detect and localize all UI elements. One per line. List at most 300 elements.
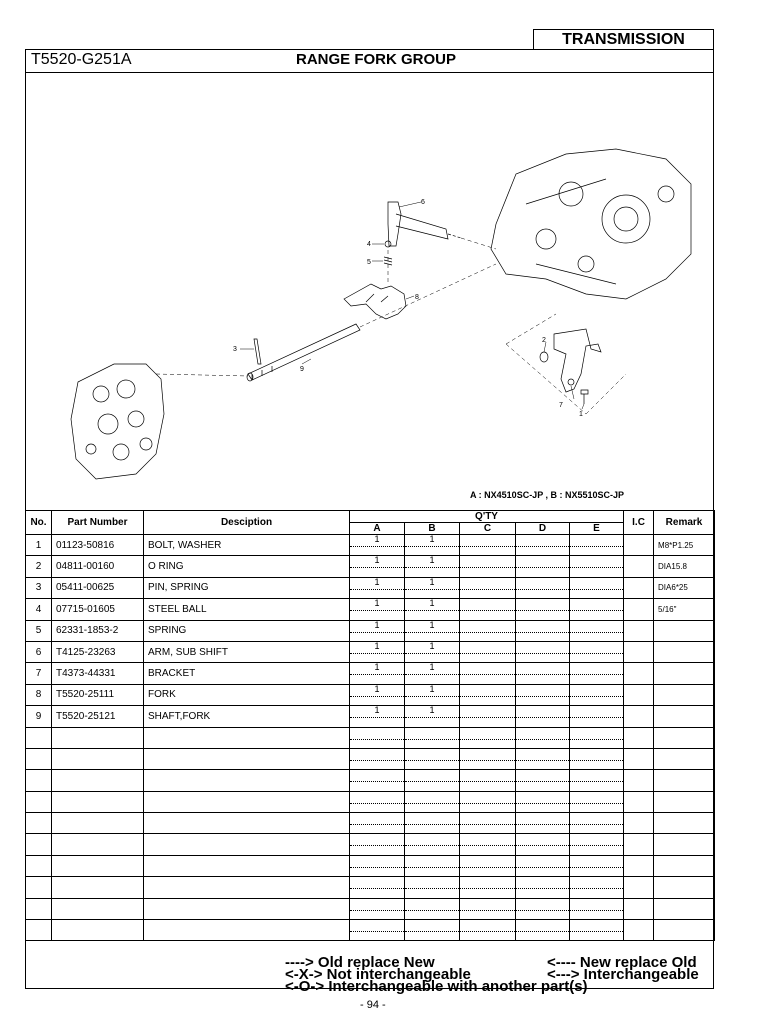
remark: DIA6*25 bbox=[654, 577, 715, 598]
ic-cell bbox=[624, 620, 654, 641]
qty-a bbox=[350, 663, 405, 684]
qty-c bbox=[460, 535, 516, 556]
part-description bbox=[144, 834, 350, 855]
table-row bbox=[26, 770, 715, 791]
qty-e bbox=[570, 535, 624, 556]
qty-d bbox=[516, 535, 570, 556]
qty-value bbox=[570, 599, 623, 611]
qty-value bbox=[350, 728, 404, 740]
part-number: T4373-44331 bbox=[52, 663, 144, 684]
row-number: 9 bbox=[26, 706, 52, 727]
ic-cell bbox=[624, 898, 654, 919]
ic-cell bbox=[624, 877, 654, 898]
qty-value: 1 bbox=[350, 535, 404, 547]
remark bbox=[654, 663, 715, 684]
qty-value bbox=[570, 578, 623, 590]
qty-b bbox=[405, 855, 460, 876]
qty-e bbox=[570, 748, 624, 769]
row-number: 2 bbox=[26, 556, 52, 577]
qty-value bbox=[405, 856, 459, 868]
header-description: Desciption bbox=[144, 511, 350, 535]
header-qty-d: D bbox=[516, 523, 570, 535]
qty-value bbox=[460, 642, 515, 654]
qty-c bbox=[460, 556, 516, 577]
qty-a bbox=[350, 684, 405, 705]
qty-value: 1 bbox=[350, 578, 404, 590]
qty-a bbox=[350, 727, 405, 748]
qty-value bbox=[405, 877, 459, 889]
qty-c bbox=[460, 791, 516, 812]
qty-a bbox=[350, 535, 405, 556]
qty-e bbox=[570, 813, 624, 834]
table-row bbox=[26, 791, 715, 812]
header-qty-b: B bbox=[405, 523, 460, 535]
part-number bbox=[52, 877, 144, 898]
qty-b bbox=[405, 920, 460, 941]
qty-d bbox=[516, 684, 570, 705]
table-row bbox=[26, 813, 715, 834]
qty-c bbox=[460, 813, 516, 834]
qty-b bbox=[405, 535, 460, 556]
qty-d bbox=[516, 748, 570, 769]
legend-interchangeable: <---> Interchangeable bbox=[547, 966, 699, 983]
row-number bbox=[26, 813, 52, 834]
qty-c bbox=[460, 641, 516, 662]
header-no: No. bbox=[26, 511, 52, 535]
qty-value: 1 bbox=[350, 599, 404, 611]
qty-value bbox=[405, 728, 459, 740]
qty-value bbox=[460, 792, 515, 804]
qty-value: 1 bbox=[405, 642, 459, 654]
bracket-drawing bbox=[554, 329, 601, 392]
qty-value: 1 bbox=[405, 621, 459, 633]
qty-a bbox=[350, 748, 405, 769]
qty-value: 1 bbox=[405, 578, 459, 590]
qty-a bbox=[350, 877, 405, 898]
qty-value: 1 bbox=[350, 663, 404, 675]
table-row bbox=[26, 920, 715, 941]
callout-2: 2 bbox=[542, 337, 546, 344]
qty-value bbox=[570, 535, 623, 547]
ic-cell bbox=[624, 556, 654, 577]
part-description: BRACKET bbox=[144, 663, 350, 684]
qty-value bbox=[405, 813, 459, 825]
qty-value: 1 bbox=[405, 535, 459, 547]
qty-b bbox=[405, 684, 460, 705]
qty-e bbox=[570, 641, 624, 662]
table-row bbox=[26, 898, 715, 919]
qty-value bbox=[570, 792, 623, 804]
qty-a bbox=[350, 599, 405, 620]
qty-c bbox=[460, 684, 516, 705]
steel-ball-drawing bbox=[385, 241, 391, 247]
part-description: O RING bbox=[144, 556, 350, 577]
qty-d bbox=[516, 641, 570, 662]
part-number: 05411-00625 bbox=[52, 577, 144, 598]
section-title: TRANSMISSION bbox=[533, 29, 714, 49]
row-number bbox=[26, 770, 52, 791]
row-number bbox=[26, 855, 52, 876]
qty-value bbox=[350, 813, 404, 825]
qty-c bbox=[460, 663, 516, 684]
part-number: T4125-23263 bbox=[52, 641, 144, 662]
part-description bbox=[144, 898, 350, 919]
table-row bbox=[26, 641, 715, 662]
row-number: 1 bbox=[26, 535, 52, 556]
qty-value bbox=[460, 535, 515, 547]
callout-7: 7 bbox=[559, 402, 563, 409]
qty-value bbox=[460, 749, 515, 761]
group-code: T5520-G251A bbox=[31, 51, 132, 68]
qty-value bbox=[516, 834, 569, 846]
qty-value: 1 bbox=[405, 706, 459, 718]
qty-value bbox=[570, 770, 623, 782]
part-description bbox=[144, 748, 350, 769]
qty-value bbox=[570, 856, 623, 868]
ic-cell bbox=[624, 791, 654, 812]
qty-value bbox=[460, 834, 515, 846]
row-number: 4 bbox=[26, 599, 52, 620]
qty-b bbox=[405, 748, 460, 769]
qty-value bbox=[460, 578, 515, 590]
qty-a bbox=[350, 791, 405, 812]
qty-value bbox=[516, 706, 569, 718]
qty-b bbox=[405, 706, 460, 727]
row-number bbox=[26, 920, 52, 941]
qty-a bbox=[350, 620, 405, 641]
part-description: PIN, SPRING bbox=[144, 577, 350, 598]
arm-sub-shift-drawing bbox=[388, 202, 461, 246]
table-row bbox=[26, 556, 715, 577]
qty-d bbox=[516, 556, 570, 577]
parts-table bbox=[25, 510, 715, 941]
qty-value bbox=[516, 599, 569, 611]
qty-b bbox=[405, 577, 460, 598]
qty-value bbox=[570, 706, 623, 718]
qty-value bbox=[516, 556, 569, 568]
header-qty: Q'TY bbox=[350, 511, 624, 523]
header-qty-a: A bbox=[350, 523, 405, 535]
rear-housing-drawing bbox=[491, 149, 691, 299]
qty-a bbox=[350, 577, 405, 598]
qty-b bbox=[405, 727, 460, 748]
qty-b bbox=[405, 898, 460, 919]
legend-not-interchangeable: <-X-> Not interchangeable bbox=[285, 966, 471, 983]
table-row bbox=[26, 620, 715, 641]
remark: M8*P1.25 bbox=[654, 535, 715, 556]
part-description bbox=[144, 877, 350, 898]
remark: DIA15.8 bbox=[654, 556, 715, 577]
row-number bbox=[26, 834, 52, 855]
part-number bbox=[52, 813, 144, 834]
qty-value bbox=[350, 856, 404, 868]
ic-cell bbox=[624, 727, 654, 748]
ic-cell bbox=[624, 684, 654, 705]
qty-value bbox=[516, 749, 569, 761]
qty-value bbox=[570, 556, 623, 568]
part-number bbox=[52, 898, 144, 919]
callout-9: 9 bbox=[300, 366, 304, 373]
qty-b bbox=[405, 791, 460, 812]
qty-value bbox=[350, 834, 404, 846]
qty-d bbox=[516, 663, 570, 684]
qty-value bbox=[516, 792, 569, 804]
callout-3: 3 bbox=[233, 346, 237, 353]
group-title: RANGE FORK GROUP bbox=[296, 51, 457, 68]
qty-e bbox=[570, 727, 624, 748]
callout-5: 5 bbox=[367, 259, 371, 266]
table-row bbox=[26, 877, 715, 898]
qty-c bbox=[460, 599, 516, 620]
qty-d bbox=[516, 599, 570, 620]
qty-value bbox=[460, 877, 515, 889]
qty-value: 1 bbox=[350, 642, 404, 654]
qty-d bbox=[516, 920, 570, 941]
ic-cell bbox=[624, 577, 654, 598]
qty-a bbox=[350, 556, 405, 577]
row-number: 7 bbox=[26, 663, 52, 684]
qty-e bbox=[570, 620, 624, 641]
header-part-number: Part Number bbox=[52, 511, 144, 535]
ic-cell bbox=[624, 920, 654, 941]
table-row bbox=[26, 663, 715, 684]
qty-value bbox=[350, 770, 404, 782]
qty-d bbox=[516, 706, 570, 727]
spring-pin-drawing bbox=[254, 339, 261, 364]
model-legend: A : NX4510SC-JP , B : NX5510SC-JP bbox=[470, 490, 625, 500]
row-number bbox=[26, 877, 52, 898]
qty-value: 1 bbox=[350, 706, 404, 718]
qty-e bbox=[570, 599, 624, 620]
part-description: SPRING bbox=[144, 620, 350, 641]
qty-value bbox=[460, 856, 515, 868]
callout-1: 1 bbox=[579, 411, 583, 418]
qty-b bbox=[405, 556, 460, 577]
part-number bbox=[52, 834, 144, 855]
qty-value bbox=[516, 813, 569, 825]
fork-drawing bbox=[344, 284, 406, 319]
qty-b bbox=[405, 813, 460, 834]
qty-value bbox=[570, 920, 623, 932]
qty-value bbox=[350, 749, 404, 761]
qty-a bbox=[350, 855, 405, 876]
table-row bbox=[26, 748, 715, 769]
qty-value bbox=[350, 877, 404, 889]
qty-d bbox=[516, 834, 570, 855]
ic-cell bbox=[624, 535, 654, 556]
ic-cell bbox=[624, 770, 654, 791]
qty-b bbox=[405, 620, 460, 641]
row-number: 3 bbox=[26, 577, 52, 598]
interchangeability-legend bbox=[285, 954, 730, 995]
table-row bbox=[26, 834, 715, 855]
ic-cell bbox=[624, 855, 654, 876]
qty-value bbox=[460, 663, 515, 675]
part-number bbox=[52, 855, 144, 876]
page-number: - 94 - bbox=[360, 999, 386, 1011]
remark bbox=[654, 877, 715, 898]
remark bbox=[654, 898, 715, 919]
qty-value bbox=[460, 813, 515, 825]
qty-value bbox=[460, 899, 515, 911]
qty-value bbox=[570, 877, 623, 889]
qty-value bbox=[405, 834, 459, 846]
qty-value bbox=[570, 749, 623, 761]
qty-e bbox=[570, 898, 624, 919]
qty-value: 1 bbox=[405, 599, 459, 611]
qty-d bbox=[516, 898, 570, 919]
qty-value bbox=[516, 535, 569, 547]
qty-value: 1 bbox=[350, 685, 404, 697]
qty-value bbox=[570, 642, 623, 654]
qty-c bbox=[460, 706, 516, 727]
ic-cell bbox=[624, 834, 654, 855]
qty-value bbox=[405, 749, 459, 761]
qty-value bbox=[460, 621, 515, 633]
remark bbox=[654, 791, 715, 812]
row-number: 8 bbox=[26, 684, 52, 705]
qty-value bbox=[516, 663, 569, 675]
part-description: STEEL BALL bbox=[144, 599, 350, 620]
qty-value bbox=[405, 899, 459, 911]
qty-e bbox=[570, 684, 624, 705]
qty-a bbox=[350, 898, 405, 919]
callout-8: 8 bbox=[415, 294, 419, 301]
qty-d bbox=[516, 620, 570, 641]
qty-d bbox=[516, 813, 570, 834]
ic-cell bbox=[624, 748, 654, 769]
qty-value bbox=[350, 920, 404, 932]
qty-c bbox=[460, 920, 516, 941]
qty-c bbox=[460, 898, 516, 919]
qty-a bbox=[350, 834, 405, 855]
qty-value bbox=[570, 834, 623, 846]
qty-c bbox=[460, 620, 516, 641]
row-number bbox=[26, 748, 52, 769]
qty-c bbox=[460, 877, 516, 898]
part-number: 04811-00160 bbox=[52, 556, 144, 577]
qty-e bbox=[570, 706, 624, 727]
part-number: T5520-25111 bbox=[52, 684, 144, 705]
qty-value bbox=[516, 920, 569, 932]
ic-cell bbox=[624, 706, 654, 727]
qty-d bbox=[516, 727, 570, 748]
qty-d bbox=[516, 770, 570, 791]
header-remark: Remark bbox=[654, 511, 715, 535]
qty-value: 1 bbox=[405, 685, 459, 697]
qty-value bbox=[405, 920, 459, 932]
qty-e bbox=[570, 791, 624, 812]
qty-value bbox=[460, 728, 515, 740]
qty-e bbox=[570, 770, 624, 791]
part-description bbox=[144, 727, 350, 748]
qty-value bbox=[570, 685, 623, 697]
remark bbox=[654, 727, 715, 748]
qty-b bbox=[405, 877, 460, 898]
qty-a bbox=[350, 770, 405, 791]
table-row bbox=[26, 577, 715, 598]
qty-b bbox=[405, 641, 460, 662]
table-row bbox=[26, 535, 715, 556]
callout-4: 4 bbox=[367, 241, 371, 248]
qty-value bbox=[570, 899, 623, 911]
qty-value bbox=[516, 621, 569, 633]
qty-value bbox=[516, 642, 569, 654]
header-ic: I.C bbox=[624, 511, 654, 535]
remark bbox=[654, 641, 715, 662]
part-number: 62331-1853-2 bbox=[52, 620, 144, 641]
qty-value bbox=[350, 792, 404, 804]
part-number bbox=[52, 748, 144, 769]
qty-value bbox=[570, 728, 623, 740]
qty-c bbox=[460, 770, 516, 791]
qty-value bbox=[460, 685, 515, 697]
qty-c bbox=[460, 577, 516, 598]
ic-cell bbox=[624, 663, 654, 684]
qty-b bbox=[405, 663, 460, 684]
remark bbox=[654, 855, 715, 876]
table-row bbox=[26, 599, 715, 620]
part-number bbox=[52, 791, 144, 812]
qty-value: 1 bbox=[405, 556, 459, 568]
part-number bbox=[52, 727, 144, 748]
front-housing-drawing bbox=[71, 364, 164, 479]
qty-value bbox=[460, 770, 515, 782]
table-row bbox=[26, 727, 715, 748]
qty-e bbox=[570, 877, 624, 898]
remark bbox=[654, 748, 715, 769]
bolt-drawing bbox=[581, 390, 588, 404]
qty-value: 1 bbox=[405, 663, 459, 675]
qty-c bbox=[460, 834, 516, 855]
table-row bbox=[26, 684, 715, 705]
part-number: T5520-25121 bbox=[52, 706, 144, 727]
qty-value bbox=[570, 621, 623, 633]
qty-e bbox=[570, 577, 624, 598]
qty-e bbox=[570, 920, 624, 941]
remark bbox=[654, 834, 715, 855]
table-row bbox=[26, 855, 715, 876]
remark bbox=[654, 813, 715, 834]
qty-b bbox=[405, 834, 460, 855]
part-description bbox=[144, 920, 350, 941]
qty-value bbox=[405, 792, 459, 804]
qty-d bbox=[516, 877, 570, 898]
ic-cell bbox=[624, 813, 654, 834]
row-number: 5 bbox=[26, 620, 52, 641]
legend-interchangeable-other: <-O-> Interchangeable with another part(s) bbox=[285, 978, 588, 995]
remark bbox=[654, 706, 715, 727]
ic-cell bbox=[624, 641, 654, 662]
remark bbox=[654, 920, 715, 941]
qty-value bbox=[516, 770, 569, 782]
part-description: SHAFT,FORK bbox=[144, 706, 350, 727]
part-number: 01123-50816 bbox=[52, 535, 144, 556]
qty-b bbox=[405, 599, 460, 620]
remark bbox=[654, 684, 715, 705]
callout-6: 6 bbox=[421, 199, 425, 206]
part-number bbox=[52, 920, 144, 941]
remark bbox=[654, 770, 715, 791]
qty-value bbox=[570, 663, 623, 675]
qty-a bbox=[350, 920, 405, 941]
part-description bbox=[144, 770, 350, 791]
qty-value bbox=[350, 899, 404, 911]
remark bbox=[654, 620, 715, 641]
part-description: BOLT, WASHER bbox=[144, 535, 350, 556]
qty-c bbox=[460, 748, 516, 769]
ic-cell bbox=[624, 599, 654, 620]
